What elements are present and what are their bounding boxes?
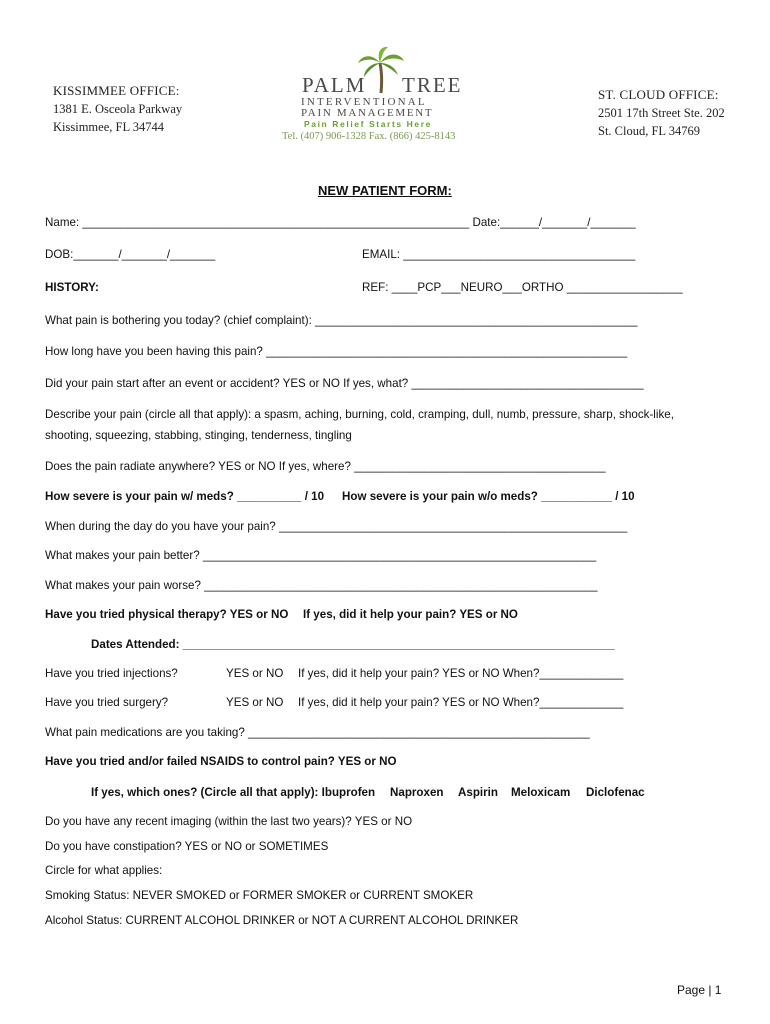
palm-tree-logo (282, 45, 497, 145)
surgery-yes-no[interactable]: YES or NO (226, 696, 284, 709)
pain-description-line-2[interactable]: shooting, squeezing, stabbing, stinging, tenderness, tingling (45, 429, 352, 442)
pain-time-line[interactable]: When during the day do you have your pain? ______________________________________________________ (45, 520, 628, 533)
surgery-help-line[interactable]: If yes, did it help your pain? YES or NO When?_____________ (298, 696, 624, 709)
smoking-status-line[interactable]: Smoking Status: NEVER SMOKED or FORMER SMOKER or CURRENT SMOKER (45, 889, 474, 902)
history-heading: HISTORY: (45, 281, 99, 294)
circle-instruction: Circle for what applies: (45, 864, 163, 877)
page-number: Page | 1 (677, 983, 722, 997)
dates-attended-line[interactable]: Dates Attended: ___________________________________________________________________ (91, 638, 615, 651)
dob-line[interactable]: DOB:_______/_______/_______ (45, 248, 216, 261)
nsaids-diclofenac[interactable]: Diclofenac (586, 786, 645, 799)
form-title: NEW PATIENT FORM: (318, 183, 452, 198)
logo-name-part1: PALM (302, 73, 367, 97)
st-cloud-office-line2: St. Cloud, FL 34769 (598, 124, 700, 138)
st-cloud-office-heading: ST. CLOUD OFFICE: (598, 87, 719, 102)
logo-contact-numbers: Tel. (407) 906-1328 Fax. (866) 425-8143 (282, 131, 456, 142)
pain-worse-line[interactable]: What makes your pain worse? _____________________________________________________________ (45, 579, 598, 592)
referral-line[interactable]: REF: ____PCP___NEURO___ORTHO __________________ (362, 281, 683, 294)
physical-therapy-line[interactable]: Have you tried physical therapy? YES or NO (45, 608, 289, 621)
injections-help-line[interactable]: If yes, did it help your pain? YES or NO When?_____________ (298, 667, 624, 680)
logo-name-part2: TREE (402, 73, 463, 97)
nsaids-meloxicam[interactable]: Meloxicam (511, 786, 571, 799)
chief-complaint-line[interactable]: What pain is bothering you today? (chief complaint): __________________________________________________ (45, 314, 638, 327)
kissimmee-office-line1: 1381 E. Osceola Parkway (53, 102, 183, 116)
pain-description-line-1[interactable]: Describe your pain (circle all that apply): a spasm, aching, burning, cold, cramping, dull, numb, pressure, sharp, shock-like, (45, 408, 674, 421)
pain-better-line[interactable]: What makes your pain better? _____________________________________________________________ (45, 549, 597, 562)
constipation-line[interactable]: Do you have constipation? YES or NO or SOMETIMES (45, 840, 329, 853)
physical-therapy-help-line[interactable]: If yes, did it help your pain? YES or NO (303, 608, 518, 621)
pain-radiate-line[interactable]: Does the pain radiate anywhere? YES or NO If yes, where? _______________________________________ (45, 460, 606, 473)
name-date-line[interactable]: Name: ____________________________________________________________ Date:______/_______/_______ (45, 216, 636, 229)
alcohol-status-line[interactable]: Alcohol Status: CURRENT ALCOHOL DRINKER or NOT A CURRENT ALCOHOL DRINKER (45, 914, 519, 927)
logo-subtitle-pain-management: PAIN MANAGEMENT (301, 107, 434, 119)
nsaids-naproxen[interactable]: Naproxen (390, 786, 444, 799)
severity-with-meds-line[interactable]: How severe is your pain w/ meds? __________ / 10 (45, 490, 325, 503)
pain-duration-line[interactable]: How long have you been having this pain? ________________________________________________________ (45, 345, 628, 358)
surgery-question: Have you tried surgery? (45, 696, 169, 709)
nsaids-aspirin[interactable]: Aspirin (458, 786, 498, 799)
st-cloud-office-address (598, 86, 725, 140)
nsaids-ibuprofen-line[interactable]: If yes, which ones? (Circle all that apply): Ibuprofen (91, 786, 376, 799)
kissimmee-office-heading: KISSIMMEE OFFICE: (53, 83, 180, 98)
email-line[interactable]: EMAIL: ____________________________________ (362, 248, 636, 261)
imaging-line[interactable]: Do you have any recent imaging (within the last two years)? YES or NO (45, 815, 413, 828)
pain-event-line[interactable]: Did your pain start after an event or accident? YES or NO If yes, what? ____________________________________ (45, 377, 644, 390)
injections-question: Have you tried injections? (45, 667, 178, 680)
st-cloud-office-line1: 2501 17th Street Ste. 202 (598, 106, 725, 120)
nsaids-line[interactable]: Have you tried and/or failed NSAIDS to control pain? YES or NO (45, 755, 397, 768)
severity-without-meds-line[interactable]: How severe is your pain w/o meds? ___________ / 10 (342, 490, 635, 503)
logo-tagline: Pain Relief Starts Here (304, 119, 432, 129)
logo-subtitle-interventional: INTERVENTIONAL (301, 96, 427, 108)
kissimmee-office-line2: Kissimmee, FL 34744 (53, 120, 164, 134)
medications-line[interactable]: What pain medications are you taking? _____________________________________________________ (45, 726, 590, 739)
injections-yes-no[interactable]: YES or NO (226, 667, 284, 680)
kissimmee-office-address (53, 82, 182, 136)
